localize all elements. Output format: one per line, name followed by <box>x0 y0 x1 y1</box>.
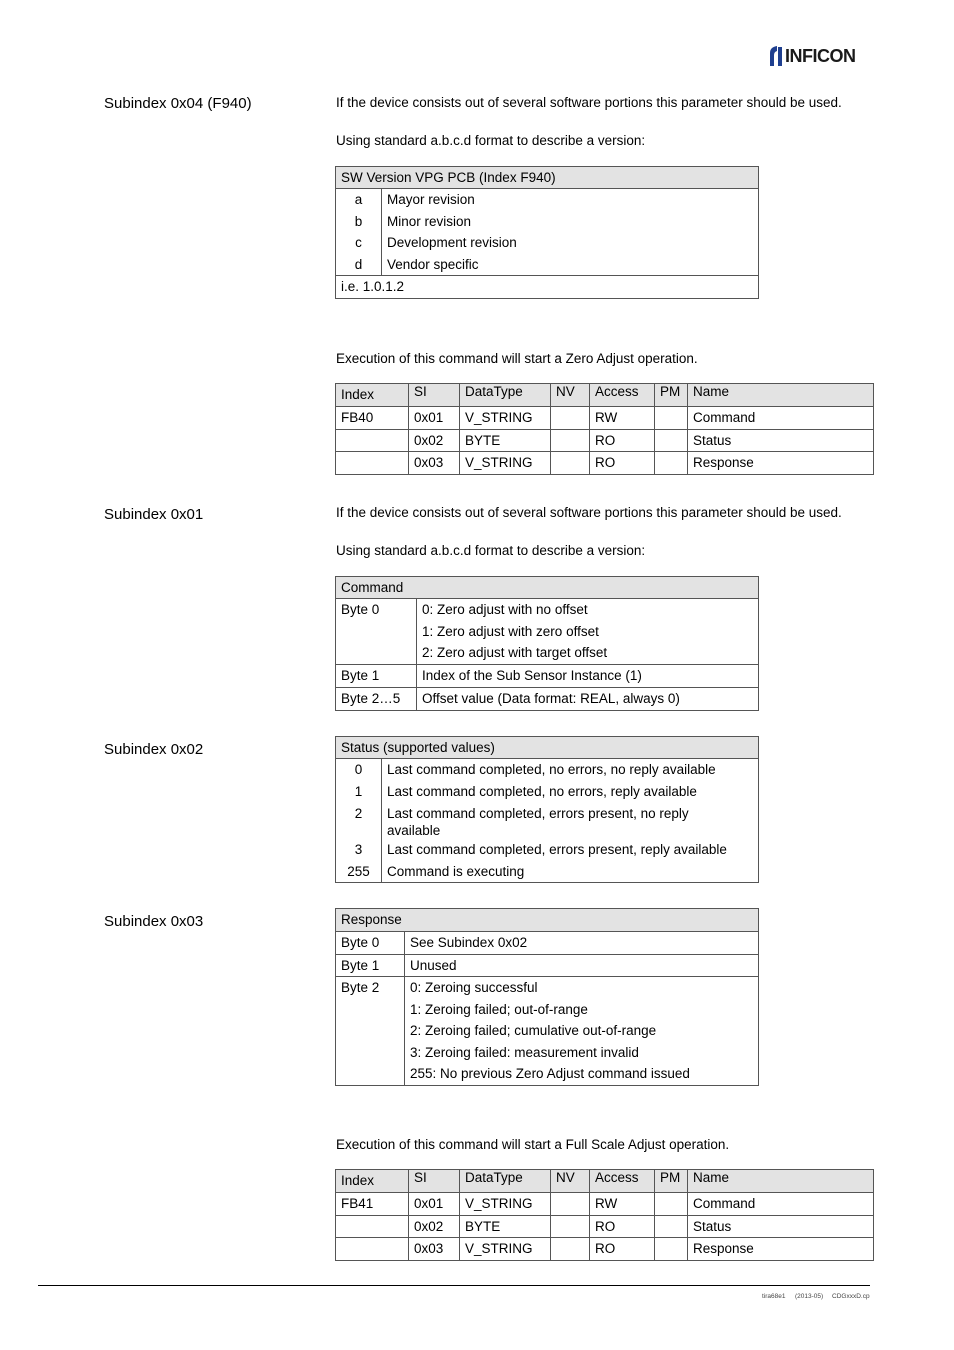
subindex-0x03-label: Subindex 0x03 <box>104 913 204 930</box>
table-cell: BYTE <box>460 429 551 452</box>
table-cell: FB40 <box>336 407 409 430</box>
table-cell <box>336 1238 409 1261</box>
subindex-0x01-label: Subindex 0x01 <box>104 506 204 523</box>
resp-byte-2-label: Byte 2 <box>336 977 405 1086</box>
table-cell: Status <box>688 429 874 452</box>
table-cell: Status <box>688 1215 874 1238</box>
table-cell: RO <box>590 429 655 452</box>
table-cell <box>655 452 688 475</box>
table-cell: V_STRING <box>460 407 551 430</box>
table-cell: BYTE <box>460 1215 551 1238</box>
table-cell <box>551 1215 590 1238</box>
table-cell: 0x01 <box>409 407 460 430</box>
col-nv: NV <box>551 384 590 407</box>
col-access: Access <box>590 384 655 407</box>
version-value: Vendor specific <box>382 254 759 276</box>
table-cell: V_STRING <box>460 1193 551 1216</box>
sec2-paragraph-2: Using standard a.b.c.d format to describe a version: <box>336 543 646 558</box>
status-desc: Command is executing <box>382 861 759 883</box>
resp-byte-0-value: See Subindex 0x02 <box>405 932 759 955</box>
version-value: Development revision <box>382 232 759 254</box>
status-table <box>335 736 759 883</box>
byte-1-label: Byte 1 <box>336 664 417 687</box>
table-cell: FB41 <box>336 1193 409 1216</box>
command-option: 2: Zero adjust with target offset <box>422 645 608 660</box>
col-nv: NV <box>551 1170 590 1193</box>
col-si: SI <box>409 1170 460 1193</box>
col-pm: PM <box>655 1170 688 1193</box>
status-desc: Last command completed, no errors, reply available <box>382 781 759 803</box>
byte-1-value: Index of the Sub Sensor Instance (1) <box>417 664 759 687</box>
table-cell: 0x01 <box>409 1193 460 1216</box>
table-cell: RW <box>590 1193 655 1216</box>
col-name: Name <box>688 1170 874 1193</box>
col-si: SI <box>409 384 460 407</box>
response-table <box>335 908 759 1086</box>
zero-adjust-object-table <box>335 383 874 475</box>
version-key: a <box>336 189 382 211</box>
col-index: Index <box>336 384 409 407</box>
status-code: 3 <box>336 839 382 861</box>
version-key: c <box>336 232 382 254</box>
table-cell: 0x02 <box>409 1215 460 1238</box>
resp-byte-1-value: Unused <box>405 954 759 977</box>
byte-2-5-value: Offset value (Data format: REAL, always 0) <box>417 687 759 710</box>
table-cell: 0x03 <box>409 452 460 475</box>
table-cell <box>655 407 688 430</box>
footer-file: CDGxxxD.cp <box>832 1293 870 1300</box>
resp-byte-0-label: Byte 0 <box>336 932 405 955</box>
version-value: Minor revision <box>382 211 759 233</box>
col-index: Index <box>336 1170 409 1193</box>
subindex-0x04-label: Subindex 0x04 (F940) <box>104 95 252 112</box>
table-cell: Response <box>688 1238 874 1261</box>
table-cell <box>336 452 409 475</box>
table-cell: V_STRING <box>460 1238 551 1261</box>
sec2-paragraph-1: If the device consists out of several software portions this parameter should be used. <box>336 505 842 520</box>
full-scale-intro: Execution of this command will start a Full Scale Adjust operation. <box>336 1137 730 1152</box>
table-cell <box>551 407 590 430</box>
footer-date: (2013-05) <box>795 1293 824 1300</box>
zeroing-result: 0: Zeroing successful <box>410 980 538 995</box>
table-cell: RO <box>590 1215 655 1238</box>
sw-version-table <box>335 166 759 299</box>
sec1-paragraph-2: Using standard a.b.c.d format to describe a version: <box>336 133 646 148</box>
zero-adjust-intro: Execution of this command will start a Zero Adjust operation. <box>336 351 698 366</box>
table-cell <box>655 1193 688 1216</box>
logo-text: INFICON <box>785 46 856 66</box>
table-cell <box>655 1215 688 1238</box>
response-table-title: Response <box>336 909 759 932</box>
status-desc: Last command completed, errors present, no reply available <box>382 802 759 839</box>
byte-0-label: Byte 0 <box>336 599 417 665</box>
command-table-title: Command <box>336 577 759 599</box>
command-option: 1: Zero adjust with zero offset <box>422 623 599 639</box>
zeroing-result: 2: Zeroing failed; cumulative out-of-range <box>410 1023 657 1038</box>
table-cell: RW <box>590 407 655 430</box>
full-scale-object-table <box>335 1169 874 1261</box>
status-code: 1 <box>336 781 382 803</box>
status-desc: Last command completed, no errors, no reply available <box>382 759 759 781</box>
byte-2-5-label: Byte 2…5 <box>336 687 417 710</box>
col-datatype: DataType <box>460 384 551 407</box>
col-pm: PM <box>655 384 688 407</box>
col-name: Name <box>688 384 874 407</box>
status-code: 255 <box>336 861 382 883</box>
status-code: 2 <box>336 802 382 839</box>
table-cell: RO <box>590 1238 655 1261</box>
sw-version-table-title: SW Version VPG PCB (Index F940) <box>336 167 759 189</box>
command-option: 0: Zero adjust with no offset <box>422 602 588 617</box>
table-cell <box>551 1238 590 1261</box>
table-cell: V_STRING <box>460 452 551 475</box>
zeroing-result: 3: Zeroing failed: measurement invalid <box>410 1044 639 1060</box>
inficon-logo <box>767 44 871 68</box>
version-value: Mayor revision <box>382 189 759 211</box>
table-cell <box>655 429 688 452</box>
zeroing-result: 1: Zeroing failed; out-of-range <box>410 1001 588 1017</box>
footer-divider <box>38 1285 870 1286</box>
table-cell <box>551 1193 590 1216</box>
table-cell: Command <box>688 407 874 430</box>
version-key: b <box>336 211 382 233</box>
status-code: 0 <box>336 759 382 781</box>
version-example: i.e. 1.0.1.2 <box>336 276 759 299</box>
table-cell <box>551 452 590 475</box>
status-table-title: Status (supported values) <box>336 737 759 759</box>
table-cell: Command <box>688 1193 874 1216</box>
col-access: Access <box>590 1170 655 1193</box>
subindex-0x02-label: Subindex 0x02 <box>104 741 204 758</box>
footer-doc-id: tira68e1 <box>762 1293 786 1300</box>
col-datatype: DataType <box>460 1170 551 1193</box>
logo-mark-icon <box>767 44 785 68</box>
sec1-paragraph-1: If the device consists out of several software portions this parameter should be used. <box>336 95 842 110</box>
status-desc: Last command completed, errors present, reply available <box>382 839 759 861</box>
table-cell: RO <box>590 452 655 475</box>
table-cell: Response <box>688 452 874 475</box>
table-cell: 0x03 <box>409 1238 460 1261</box>
table-cell: 0x02 <box>409 429 460 452</box>
zeroing-result: 255: No previous Zero Adjust command issued <box>410 1066 690 1081</box>
version-key: d <box>336 254 382 276</box>
table-cell <box>336 429 409 452</box>
resp-byte-1-label: Byte 1 <box>336 954 405 977</box>
table-cell <box>336 1215 409 1238</box>
command-table <box>335 576 759 711</box>
table-cell <box>655 1238 688 1261</box>
table-cell <box>551 429 590 452</box>
